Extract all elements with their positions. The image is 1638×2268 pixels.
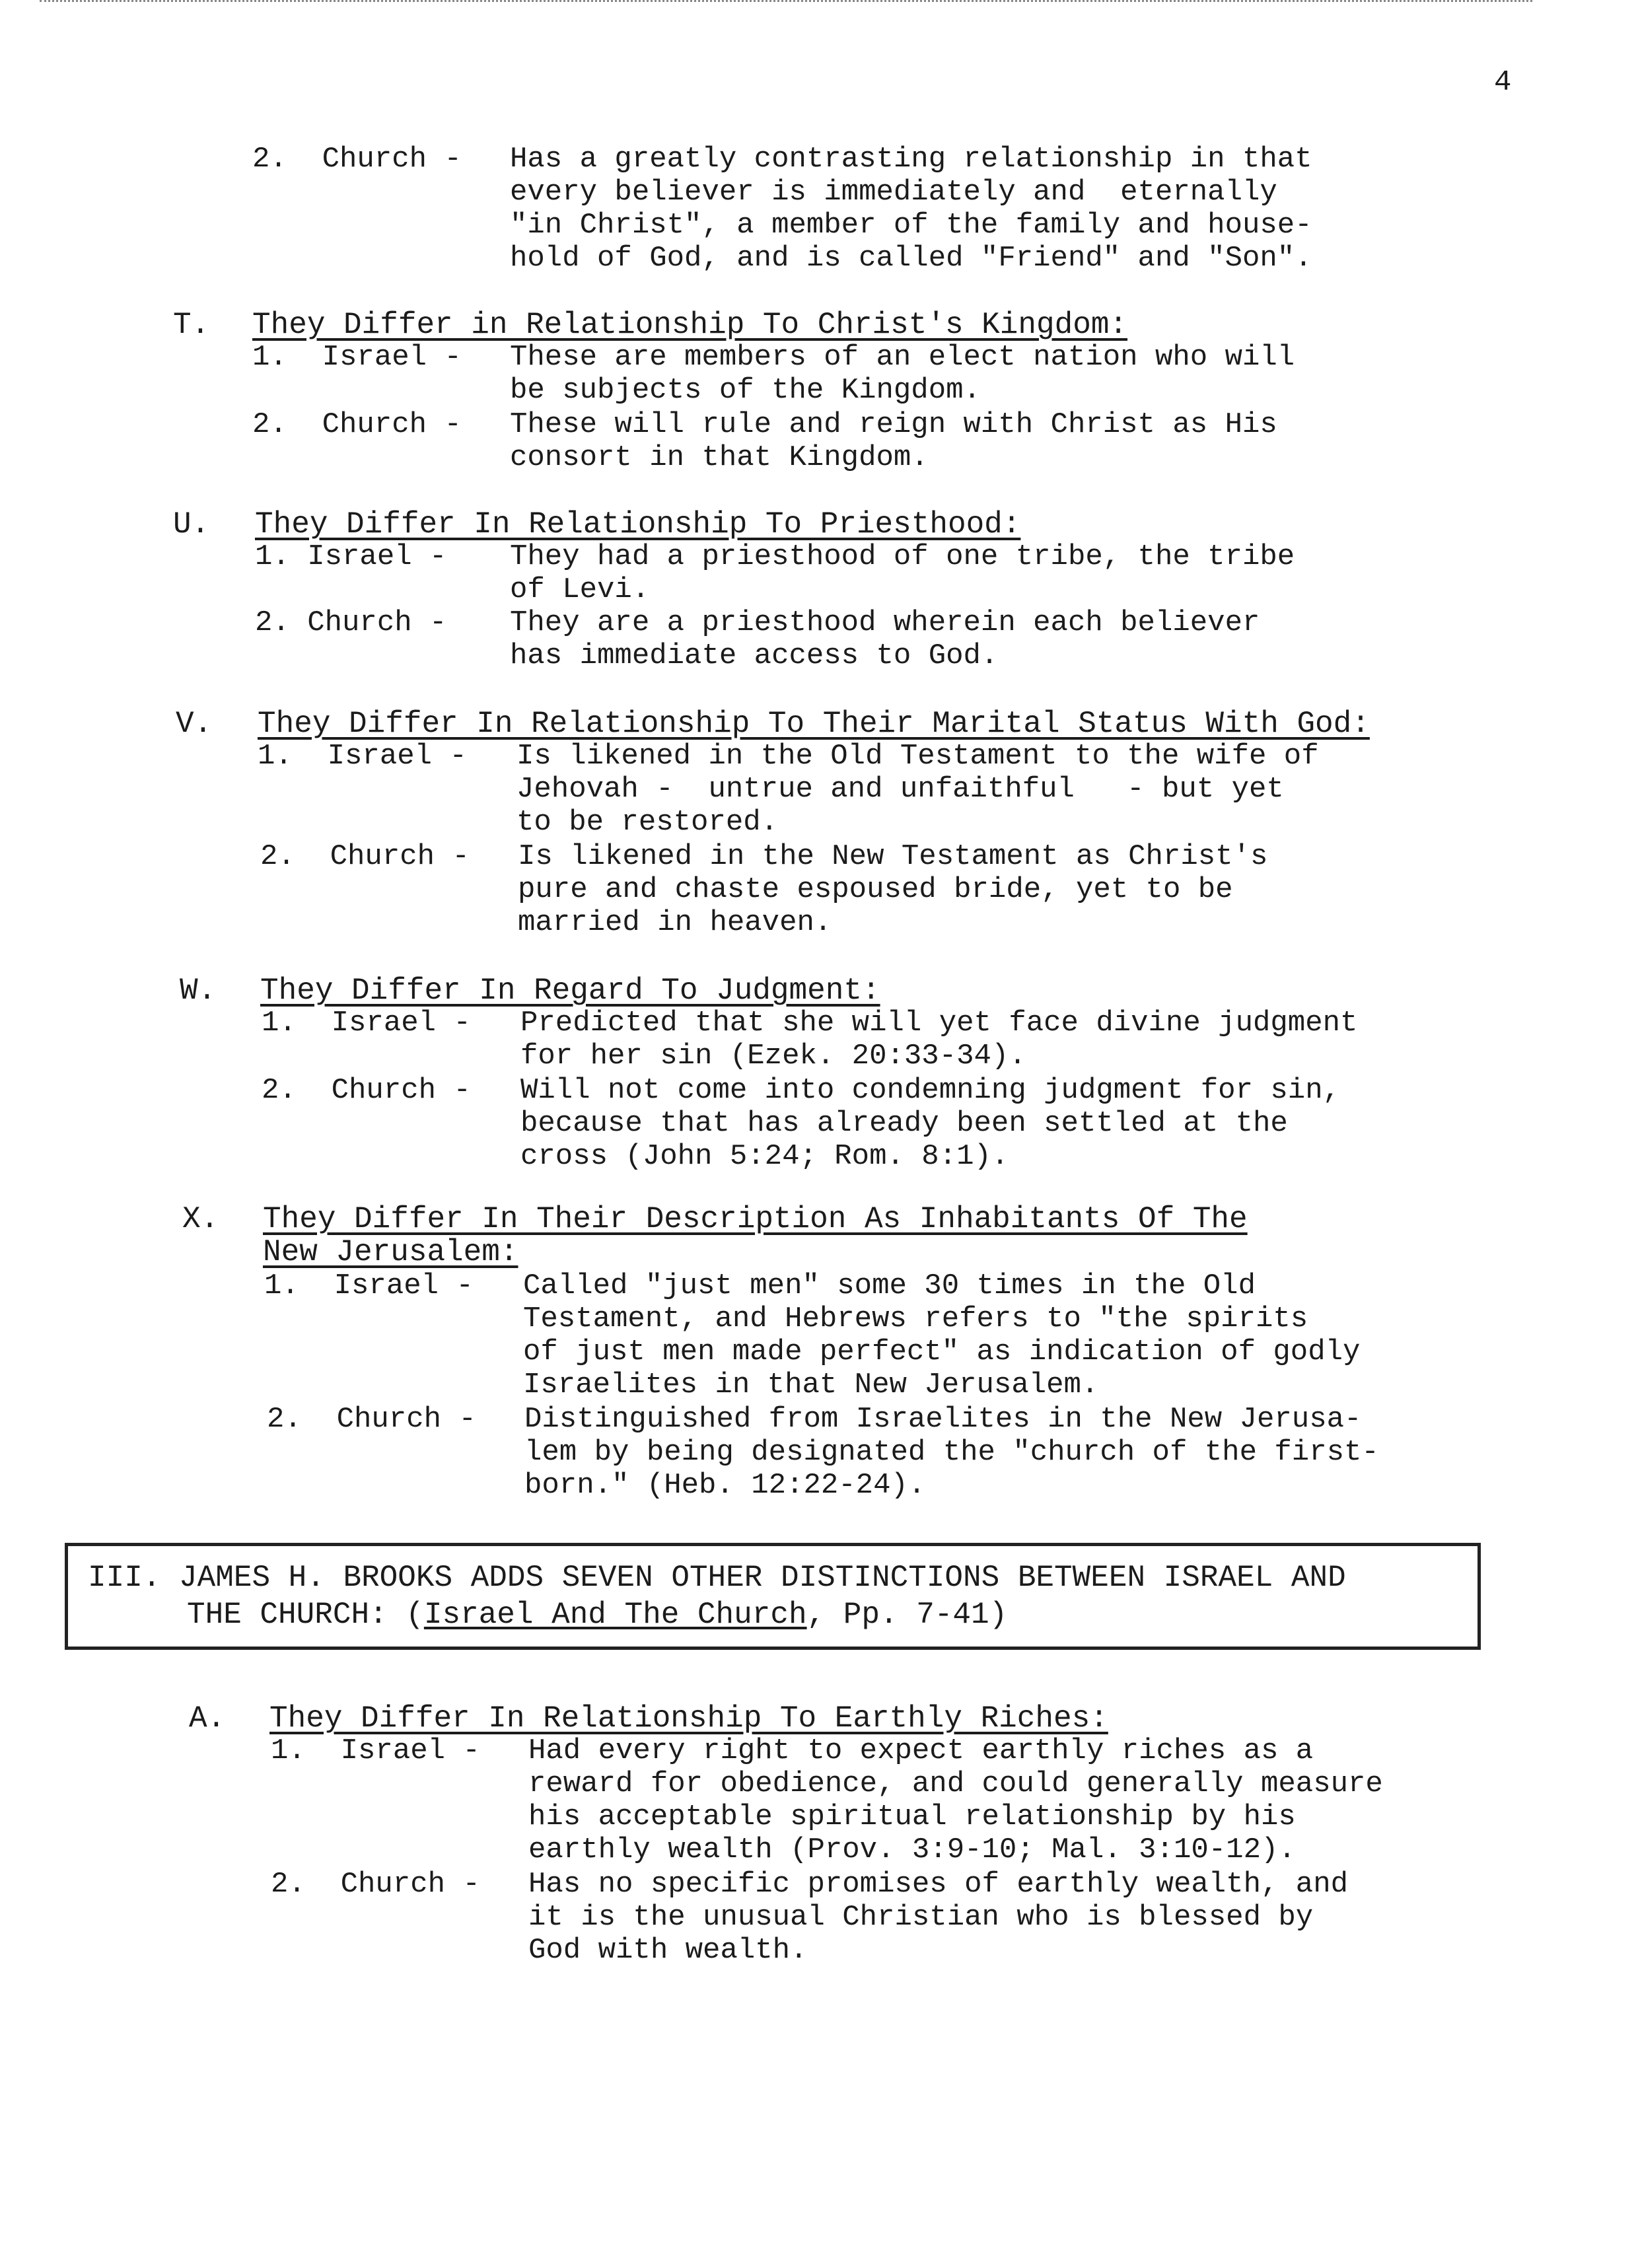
israel-text-line: earthly wealth (Prov. 3:9-10; Mal. 3:10-12).	[528, 1833, 1296, 1866]
israel-text-line: his acceptable spiritual relationship by his	[528, 1800, 1296, 1833]
israel-label: 1. Israel -	[252, 341, 462, 374]
church-label: 2. Church -	[252, 408, 462, 441]
israel-text-line: Predicted that she will yet face divine judgment	[520, 1007, 1358, 1040]
section-letter: T.	[173, 308, 210, 342]
israel-text-line: Is likened in the Old Testament to the wife of	[516, 740, 1319, 773]
israel-text-line: Testament, and Hebrews refers to "the spirits	[523, 1302, 1308, 1335]
church-text-line: consort in that Kingdom.	[510, 441, 929, 474]
section-III-heading-line1: III. JAMES H. BROOKS ADDS SEVEN OTHER DISTINCTIONS BETWEEN ISRAEL AND	[88, 1561, 1346, 1595]
section-III-box	[65, 1543, 1481, 1650]
section-letter: U.	[173, 507, 210, 542]
church-label: 2. Church -	[271, 1868, 480, 1901]
israel-label: 1. Israel -	[271, 1734, 480, 1767]
book-title: Israel And The Church	[423, 1598, 807, 1632]
israel-text-line: for her sin (Ezek. 20:33-34).	[520, 1040, 1026, 1073]
israel-text-line: They had a priesthood of one tribe, the tribe	[510, 540, 1295, 573]
church-text-line: God with wealth.	[528, 1934, 808, 1967]
section-heading: They Differ In Regard To Judgment:	[260, 974, 880, 1008]
israel-text-line: These are members of an elect nation who will	[510, 341, 1295, 374]
church-text-line: because that has already been settled at the	[520, 1107, 1288, 1140]
israel-text-line: of Levi.	[510, 573, 650, 606]
israel-text-line: of just men made perfect" as indication of godly	[523, 1335, 1361, 1368]
item-text-line: Has a greatly contrasting relationship in that	[510, 143, 1312, 176]
israel-text-line: to be restored.	[516, 806, 779, 839]
item-text-line: "in Christ", a member of the family and house-	[510, 209, 1312, 242]
church-text-line: born." (Heb. 12:22-24).	[524, 1469, 926, 1502]
israel-label: 1. Israel -	[264, 1269, 474, 1302]
israel-text-line: Called "just men" some 30 times in the Old	[523, 1269, 1256, 1302]
item-text-line: hold of God, and is called "Friend" and "Son".	[510, 242, 1312, 275]
church-text-line: married in heaven.	[518, 906, 832, 939]
church-label: 2. Church -	[260, 840, 470, 873]
church-label: 2. Church -	[267, 1403, 476, 1436]
church-text-line: These will rule and reign with Christ as His	[510, 408, 1277, 441]
church-text-line: Has no specific promises of earthly wealth, and	[528, 1868, 1349, 1901]
section-letter: W.	[180, 974, 217, 1008]
scan-edge-marks	[40, 0, 1532, 9]
church-label: 2. Church -	[262, 1074, 471, 1107]
israel-label: 1. Israel -	[255, 540, 447, 573]
section-heading: They Differ In Relationship To Earthly Riches:	[269, 1701, 1108, 1736]
israel-text-line: reward for obedience, and could generally measure	[528, 1767, 1383, 1800]
section-III-heading-line2: THE CHURCH: (Israel And The Church, Pp. 7-41)	[187, 1598, 1008, 1632]
section-heading: They Differ In Relationship To Priesthood:	[255, 507, 1021, 542]
church-text-line: Is likened in the New Testament as Christ's	[518, 840, 1268, 873]
israel-label: 1. Israel -	[258, 740, 467, 773]
church-text-line: pure and chaste espoused bride, yet to be	[518, 873, 1233, 906]
israel-label: 1. Israel -	[262, 1007, 471, 1040]
section-letter: X.	[182, 1202, 219, 1236]
section-letter: A.	[189, 1701, 226, 1736]
church-text-line: They are a priesthood wherein each believer	[510, 606, 1260, 639]
church-text-line: Will not come into condemning judgment for sin,	[520, 1074, 1341, 1107]
church-label: 2. Church -	[255, 606, 447, 639]
item-text-line: every believer is immediately and eternally	[510, 176, 1277, 209]
section-heading: They Differ In Relationship To Their Marital Status With God:	[258, 707, 1370, 741]
page-number: 4	[1494, 66, 1512, 99]
section-heading: They Differ In Their Description As Inhabitants Of The	[263, 1202, 1248, 1236]
israel-text-line: Jehovah - untrue and unfaithful - but yet	[516, 773, 1284, 806]
israel-text-line: Had every right to expect earthly riches as a	[528, 1734, 1314, 1767]
church-text-line: lem by being designated the "church of the first-	[524, 1436, 1379, 1469]
section-heading: They Differ in Relationship To Christ's Kingdom:	[252, 308, 1128, 342]
church-text-line: Distinguished from Israelites in the New Jerusa-	[524, 1403, 1362, 1436]
church-text-line: cross (John 5:24; Rom. 8:1).	[520, 1140, 1009, 1173]
item-label: 2. Church -	[252, 143, 462, 176]
church-text-line: it is the unusual Christian who is blessed by	[528, 1901, 1314, 1934]
church-text-line: has immediate access to God.	[510, 639, 999, 672]
section-heading-cont: New Jerusalem:	[263, 1235, 518, 1269]
israel-text-line: be subjects of the Kingdom.	[510, 374, 981, 407]
section-letter: V.	[176, 707, 213, 741]
israel-text-line: Israelites in that New Jerusalem.	[523, 1368, 1099, 1401]
